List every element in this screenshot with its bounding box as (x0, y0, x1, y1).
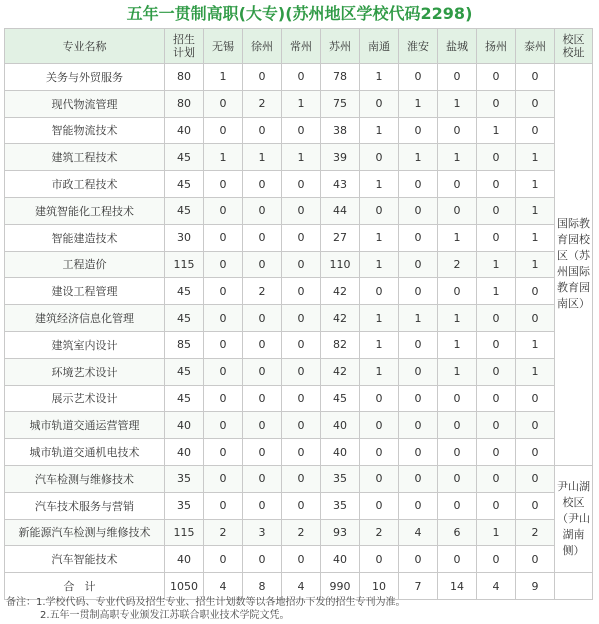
total-city-cell: 8 (243, 573, 282, 600)
city-count-cell: 1 (399, 90, 438, 117)
city-count-cell: 0 (399, 465, 438, 492)
city-count-cell: 0 (360, 412, 399, 439)
header-city: 盐城 (438, 29, 477, 64)
major-name-cell: 智能物流技术 (5, 117, 165, 144)
table-row (5, 197, 593, 224)
total-city-cell: 4 (477, 573, 516, 600)
city-count-cell: 1 (477, 278, 516, 305)
city-count-cell: 35 (321, 492, 360, 519)
major-name-cell: 展示艺术设计 (5, 385, 165, 412)
table-row (5, 278, 593, 305)
table-row (5, 90, 593, 117)
city-count-cell: 0 (438, 385, 477, 412)
table-row (5, 117, 593, 144)
city-count-cell: 2 (282, 519, 321, 546)
header-plan-line2: 计划 (173, 46, 195, 59)
city-count-cell: 0 (399, 278, 438, 305)
city-count-cell: 0 (243, 546, 282, 573)
page-title: 五年一贯制高职(大专)(苏州地区学校代码2298) (126, 4, 473, 23)
city-count-cell: 0 (516, 465, 555, 492)
city-count-cell: 0 (282, 492, 321, 519)
city-count-cell: 0 (399, 546, 438, 573)
header-city: 扬州 (477, 29, 516, 64)
city-count-cell: 0 (477, 171, 516, 198)
major-name-cell: 建筑经济信息化管理 (5, 305, 165, 332)
plan-cell: 40 (165, 439, 204, 466)
city-count-cell: 0 (204, 385, 243, 412)
city-count-cell: 0 (282, 64, 321, 91)
city-count-cell: 0 (438, 439, 477, 466)
city-count-cell: 40 (321, 546, 360, 573)
plan-cell: 40 (165, 117, 204, 144)
total-city-cell: 10 (360, 573, 399, 600)
city-count-cell: 0 (243, 331, 282, 358)
city-count-cell: 6 (438, 519, 477, 546)
city-count-cell: 0 (477, 197, 516, 224)
total-plan-cell: 1050 (165, 573, 204, 600)
city-count-cell: 1 (477, 251, 516, 278)
city-count-cell: 0 (399, 358, 438, 385)
city-count-cell: 0 (477, 90, 516, 117)
city-count-cell: 0 (399, 492, 438, 519)
city-count-cell: 0 (243, 358, 282, 385)
city-count-cell: 0 (282, 224, 321, 251)
city-count-cell: 0 (399, 385, 438, 412)
table-row (5, 439, 593, 466)
city-count-cell: 0 (243, 465, 282, 492)
city-count-cell: 42 (321, 278, 360, 305)
city-count-cell: 0 (282, 412, 321, 439)
city-count-cell: 1 (477, 519, 516, 546)
total-city-cell: 9 (516, 573, 555, 600)
major-name-cell: 城市轨道交通机电技术 (5, 439, 165, 466)
city-count-cell: 0 (477, 358, 516, 385)
city-count-cell: 2 (243, 90, 282, 117)
city-count-cell: 0 (204, 197, 243, 224)
table-row (5, 465, 593, 492)
city-count-cell: 0 (399, 64, 438, 91)
major-name-cell: 汽车智能技术 (5, 546, 165, 573)
city-count-cell: 0 (243, 117, 282, 144)
city-count-cell: 0 (477, 439, 516, 466)
city-count-cell: 38 (321, 117, 360, 144)
header-campus-line1: 校区 (562, 33, 585, 46)
city-count-cell: 0 (516, 305, 555, 332)
major-name-cell: 市政工程技术 (5, 171, 165, 198)
city-count-cell: 75 (321, 90, 360, 117)
plan-cell: 30 (165, 224, 204, 251)
city-count-cell: 0 (360, 90, 399, 117)
note-line-2: 2.五年一贯制高职专业颁发江苏联合职业技术学院文凭。 (40, 610, 290, 621)
header-city: 苏州 (321, 29, 360, 64)
city-count-cell: 0 (399, 251, 438, 278)
city-count-cell: 0 (438, 197, 477, 224)
city-count-cell: 0 (204, 492, 243, 519)
city-count-cell: 0 (399, 197, 438, 224)
city-count-cell: 93 (321, 519, 360, 546)
city-count-cell: 0 (282, 385, 321, 412)
table-row (5, 385, 593, 412)
city-count-cell: 1 (204, 64, 243, 91)
city-count-cell: 78 (321, 64, 360, 91)
total-city-cell: 14 (438, 573, 477, 600)
city-count-cell: 1 (516, 331, 555, 358)
notes (6, 596, 596, 622)
header-city: 无锡 (204, 29, 243, 64)
city-count-cell: 0 (438, 64, 477, 91)
city-count-cell: 0 (282, 197, 321, 224)
city-count-cell: 1 (477, 117, 516, 144)
city-count-cell: 0 (243, 197, 282, 224)
table-row (5, 519, 593, 546)
city-count-cell: 0 (204, 224, 243, 251)
major-name-cell: 建筑工程技术 (5, 144, 165, 171)
city-count-cell: 2 (438, 251, 477, 278)
city-count-cell: 1 (438, 305, 477, 332)
city-count-cell: 1 (438, 144, 477, 171)
city-count-cell: 1 (399, 305, 438, 332)
city-count-cell: 0 (282, 465, 321, 492)
header-city: 徐州 (243, 29, 282, 64)
header-city: 淮安 (399, 29, 438, 64)
city-count-cell: 0 (204, 117, 243, 144)
city-count-cell: 0 (282, 546, 321, 573)
plan-cell: 45 (165, 385, 204, 412)
city-count-cell: 1 (516, 358, 555, 385)
city-count-cell: 0 (243, 224, 282, 251)
city-count-cell: 4 (399, 519, 438, 546)
city-count-cell: 2 (516, 519, 555, 546)
city-count-cell: 0 (243, 171, 282, 198)
header-plan-line1: 招生 (173, 33, 195, 46)
plan-cell: 40 (165, 546, 204, 573)
city-count-cell: 0 (204, 278, 243, 305)
city-count-cell: 0 (282, 278, 321, 305)
city-count-cell: 82 (321, 331, 360, 358)
city-count-cell: 0 (399, 117, 438, 144)
city-count-cell: 0 (399, 224, 438, 251)
plan-cell: 45 (165, 171, 204, 198)
city-count-cell: 1 (360, 171, 399, 198)
total-city-cell: 4 (204, 573, 243, 600)
city-count-cell: 1 (360, 331, 399, 358)
total-city-cell: 4 (282, 573, 321, 600)
city-count-cell: 2 (204, 519, 243, 546)
city-count-cell: 1 (516, 224, 555, 251)
plan-cell: 45 (165, 197, 204, 224)
city-count-cell: 0 (516, 492, 555, 519)
city-count-cell: 0 (516, 117, 555, 144)
city-count-cell: 0 (438, 546, 477, 573)
plan-cell: 45 (165, 358, 204, 385)
plan-cell: 35 (165, 465, 204, 492)
header-city: 常州 (282, 29, 321, 64)
city-count-cell: 1 (438, 358, 477, 385)
city-count-cell: 0 (477, 385, 516, 412)
city-count-cell: 40 (321, 439, 360, 466)
city-count-cell: 39 (321, 144, 360, 171)
city-count-cell: 1 (438, 331, 477, 358)
city-count-cell: 0 (204, 465, 243, 492)
city-count-cell: 0 (477, 492, 516, 519)
city-count-cell: 1 (438, 224, 477, 251)
campus-cell-yinshanhu: 尹山湖校区（尹山湖南侧） (555, 465, 593, 572)
city-count-cell: 0 (438, 412, 477, 439)
city-count-cell: 1 (243, 144, 282, 171)
header-plan (165, 29, 204, 64)
city-count-cell: 35 (321, 465, 360, 492)
city-count-cell: 0 (516, 385, 555, 412)
table-row (5, 64, 593, 91)
plan-cell: 45 (165, 144, 204, 171)
city-count-cell: 0 (360, 492, 399, 519)
city-count-cell: 0 (477, 64, 516, 91)
city-count-cell: 1 (399, 144, 438, 171)
plan-cell: 115 (165, 519, 204, 546)
table-row (5, 546, 593, 573)
city-count-cell: 0 (477, 546, 516, 573)
major-name-cell: 建筑智能化工程技术 (5, 197, 165, 224)
city-count-cell: 0 (204, 171, 243, 198)
plan-cell: 80 (165, 90, 204, 117)
city-count-cell: 1 (516, 144, 555, 171)
city-count-cell: 1 (516, 197, 555, 224)
city-count-cell: 0 (360, 546, 399, 573)
city-count-cell: 0 (282, 305, 321, 332)
city-count-cell: 1 (360, 117, 399, 144)
city-count-cell: 1 (204, 144, 243, 171)
plan-cell: 80 (165, 64, 204, 91)
city-count-cell: 0 (516, 412, 555, 439)
city-count-cell: 0 (399, 412, 438, 439)
city-count-cell: 0 (399, 171, 438, 198)
campus-cell-international: 国际教育园校区（苏州国际教育园南区） (555, 64, 593, 466)
city-count-cell: 45 (321, 385, 360, 412)
city-count-cell: 0 (516, 439, 555, 466)
city-count-cell: 0 (477, 305, 516, 332)
total-city-cell: 990 (321, 573, 360, 600)
city-count-cell: 0 (243, 251, 282, 278)
major-name-cell: 建设工程管理 (5, 278, 165, 305)
city-count-cell: 0 (282, 358, 321, 385)
plan-cell: 45 (165, 305, 204, 332)
city-count-cell: 0 (438, 117, 477, 144)
city-count-cell: 0 (360, 197, 399, 224)
note-line-1: 备注：1.学校代码、专业代码及招生专业、招生计划数等以各地招办下发的招生专刊为准。 (6, 597, 406, 608)
city-count-cell: 0 (282, 117, 321, 144)
city-count-cell: 0 (477, 331, 516, 358)
table-row (5, 251, 593, 278)
city-count-cell: 44 (321, 197, 360, 224)
header-campus (555, 29, 593, 64)
city-count-cell: 1 (360, 305, 399, 332)
table-header-row (5, 29, 593, 64)
major-name-cell: 关务与外贸服务 (5, 64, 165, 91)
major-name-cell: 工程造价 (5, 251, 165, 278)
city-count-cell: 1 (282, 90, 321, 117)
city-count-cell: 40 (321, 412, 360, 439)
city-count-cell: 42 (321, 305, 360, 332)
enrollment-table (4, 28, 593, 600)
city-count-cell: 0 (438, 492, 477, 519)
city-count-cell: 0 (438, 171, 477, 198)
major-name-cell: 城市轨道交通运营管理 (5, 412, 165, 439)
major-name-cell: 现代物流管理 (5, 90, 165, 117)
major-name-cell: 新能源汽车检测与维修技术 (5, 519, 165, 546)
header-city: 泰州 (516, 29, 555, 64)
city-count-cell: 1 (516, 251, 555, 278)
city-count-cell: 0 (399, 439, 438, 466)
city-count-cell: 0 (516, 90, 555, 117)
table-row (5, 144, 593, 171)
city-count-cell: 3 (243, 519, 282, 546)
city-count-cell: 0 (477, 465, 516, 492)
city-count-cell: 0 (360, 439, 399, 466)
table-row (5, 171, 593, 198)
city-count-cell: 0 (204, 358, 243, 385)
city-count-cell: 0 (360, 465, 399, 492)
city-count-cell: 0 (399, 331, 438, 358)
city-count-cell: 0 (243, 439, 282, 466)
city-count-cell: 0 (360, 385, 399, 412)
city-count-cell: 0 (516, 546, 555, 573)
city-count-cell: 0 (438, 465, 477, 492)
major-name-cell: 建筑室内设计 (5, 331, 165, 358)
city-count-cell: 0 (282, 251, 321, 278)
city-count-cell: 27 (321, 224, 360, 251)
city-count-cell: 1 (360, 251, 399, 278)
total-label: 合计 (5, 573, 165, 600)
city-count-cell: 1 (282, 144, 321, 171)
city-count-cell: 0 (204, 305, 243, 332)
header-campus-line2: 校址 (562, 46, 585, 59)
city-count-cell: 0 (516, 64, 555, 91)
table-row (5, 358, 593, 385)
table-row (5, 305, 593, 332)
plan-cell: 40 (165, 412, 204, 439)
city-count-cell: 0 (360, 278, 399, 305)
city-count-cell: 110 (321, 251, 360, 278)
total-city-cell: 7 (399, 573, 438, 600)
city-count-cell: 1 (360, 224, 399, 251)
table-row (5, 331, 593, 358)
city-count-cell: 1 (360, 358, 399, 385)
major-name-cell: 智能建造技术 (5, 224, 165, 251)
city-count-cell: 0 (204, 439, 243, 466)
plan-cell: 85 (165, 331, 204, 358)
city-count-cell: 0 (243, 64, 282, 91)
city-count-cell: 0 (477, 412, 516, 439)
city-count-cell: 0 (477, 224, 516, 251)
city-count-cell: 0 (243, 305, 282, 332)
city-count-cell: 2 (360, 519, 399, 546)
city-count-cell: 0 (282, 171, 321, 198)
city-count-cell: 0 (204, 90, 243, 117)
table-row (5, 492, 593, 519)
city-count-cell: 0 (204, 251, 243, 278)
major-name-cell: 汽车技术服务与营销 (5, 492, 165, 519)
city-count-cell: 0 (516, 278, 555, 305)
city-count-cell: 0 (282, 331, 321, 358)
city-count-cell: 2 (243, 278, 282, 305)
city-count-cell: 0 (477, 144, 516, 171)
city-count-cell: 42 (321, 358, 360, 385)
city-count-cell: 0 (243, 385, 282, 412)
major-name-cell: 环境艺术设计 (5, 358, 165, 385)
city-count-cell: 0 (282, 439, 321, 466)
city-count-cell: 0 (204, 412, 243, 439)
header-city: 南通 (360, 29, 399, 64)
city-count-cell: 1 (438, 90, 477, 117)
major-name-cell: 汽车检测与维修技术 (5, 465, 165, 492)
city-count-cell: 0 (204, 546, 243, 573)
city-count-cell: 1 (360, 64, 399, 91)
header-major: 专业名称 (5, 29, 165, 64)
city-count-cell: 1 (516, 171, 555, 198)
city-count-cell: 0 (438, 278, 477, 305)
city-count-cell: 0 (204, 331, 243, 358)
plan-cell: 45 (165, 278, 204, 305)
table-row (5, 224, 593, 251)
plan-cell: 35 (165, 492, 204, 519)
city-count-cell: 0 (243, 492, 282, 519)
city-count-cell: 43 (321, 171, 360, 198)
plan-cell: 115 (165, 251, 204, 278)
city-count-cell: 0 (360, 144, 399, 171)
table-row (5, 412, 593, 439)
city-count-cell: 0 (243, 412, 282, 439)
